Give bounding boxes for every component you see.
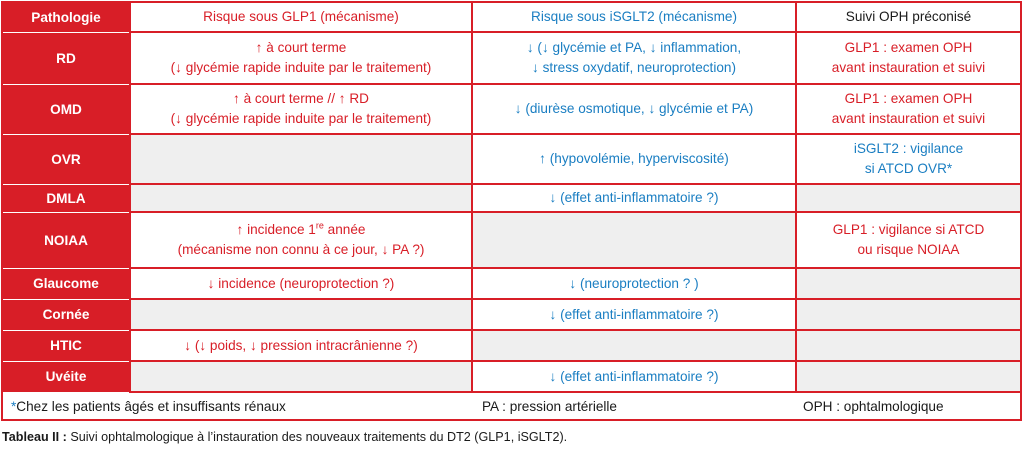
isglt2-cell bbox=[471, 362, 795, 393]
isglt2-cell bbox=[471, 33, 795, 85]
glp1-cell bbox=[129, 331, 471, 362]
header-isglt2: Risque sous iSGLT2 (mécanisme) bbox=[471, 3, 795, 33]
row-label-cornee: Cornée bbox=[3, 300, 129, 331]
cell-line: GLP1 : vigilance si ATCD bbox=[832, 222, 985, 237]
ophthalmology-table bbox=[1, 1, 1022, 421]
table-row bbox=[3, 331, 1020, 362]
footnote bbox=[11, 399, 286, 414]
suivi-cell-empty bbox=[795, 185, 1020, 213]
glp1-cell bbox=[129, 85, 471, 135]
glp1-cell-empty bbox=[129, 135, 471, 185]
glp1-cell bbox=[129, 269, 471, 300]
cell-line bbox=[237, 220, 366, 240]
row-label-htic: HTIC bbox=[3, 331, 129, 362]
cell-line: ↓ (↓ poids, ↓ pression intracrânienne ?) bbox=[184, 337, 418, 353]
glp1-cell-empty bbox=[129, 185, 471, 213]
suivi-cell bbox=[795, 135, 1020, 185]
table-footer bbox=[3, 393, 1020, 419]
cell-line: ↓ incidence (neuroprotection ?) bbox=[207, 275, 395, 291]
table-header-row bbox=[3, 3, 1020, 33]
cell-line: avant instauration et suivi bbox=[831, 60, 986, 75]
isglt2-cell bbox=[471, 185, 795, 213]
suivi-cell bbox=[795, 213, 1020, 269]
row-label-glaucome: Glaucome bbox=[3, 269, 129, 300]
caption-text: Suivi ophtalmologique à l’instauration des nouveaux traitements du DT2 (GLP1, iSGLT2). bbox=[66, 430, 568, 444]
cell-line: ↓ (diurèse osmotique, ↓ glycémie et PA) bbox=[514, 101, 754, 116]
cell-line: (↓ glycémie rapide induite par le traitement) bbox=[170, 111, 432, 126]
cell-line: ↓ (neuroprotection ? ) bbox=[569, 275, 699, 291]
cell-line: (↓ glycémie rapide induite par le traitement) bbox=[170, 60, 432, 75]
isglt2-cell bbox=[471, 135, 795, 185]
cell-line: ↓ stress oxydatif, neuroprotection) bbox=[532, 60, 736, 75]
cell-line: iSGLT2 : vigilance bbox=[853, 141, 964, 156]
oph-abbreviation: OPH : ophtalmologique bbox=[803, 398, 944, 414]
glp1-cell-empty bbox=[129, 362, 471, 393]
glp1-cell-empty bbox=[129, 300, 471, 331]
table-row bbox=[3, 185, 1020, 213]
suivi-cell bbox=[795, 33, 1020, 85]
isglt2-cell bbox=[471, 300, 795, 331]
cell-line: ou risque NOIAA bbox=[857, 242, 960, 257]
cell-line: ↑ à court terme // ↑ RD bbox=[233, 91, 369, 106]
caption-label: Tableau II : bbox=[2, 430, 67, 444]
superscript: re bbox=[315, 220, 324, 231]
row-label-rd: RD bbox=[3, 33, 129, 85]
asterisk: * bbox=[11, 398, 17, 414]
table-row bbox=[3, 300, 1020, 331]
cell-line: GLP1 : examen OPH bbox=[844, 40, 973, 55]
cell-line: ↓ (↓ glycémie et PA, ↓ inflammation, bbox=[526, 40, 742, 55]
isglt2-cell bbox=[471, 269, 795, 300]
table-row bbox=[3, 362, 1020, 393]
table-row bbox=[3, 33, 1020, 85]
suivi-cell bbox=[795, 85, 1020, 135]
table-row bbox=[3, 213, 1020, 269]
glp1-cell bbox=[129, 213, 471, 269]
cell-line: ↓ (effet anti-inflammatoire ?) bbox=[549, 306, 719, 322]
table-row bbox=[3, 135, 1020, 185]
suivi-cell-empty bbox=[795, 362, 1020, 393]
table-row bbox=[3, 269, 1020, 300]
row-label-uveite: Uvéite bbox=[3, 362, 129, 393]
suivi-cell-empty bbox=[795, 269, 1020, 300]
table-row bbox=[3, 85, 1020, 135]
isglt2-cell-empty bbox=[471, 331, 795, 362]
cell-line: GLP1 : examen OPH bbox=[844, 91, 973, 106]
header-glp1: Risque sous GLP1 (mécanisme) bbox=[129, 3, 471, 33]
cell-line: ↑ à court terme bbox=[255, 40, 347, 55]
isglt2-cell-empty bbox=[471, 213, 795, 269]
cell-line: ↑ (hypovolémie, hyperviscosité) bbox=[539, 151, 729, 166]
footnote-text: Chez les patients âgés et insuffisants rénaux bbox=[16, 398, 286, 414]
cell-line: (mécanisme non connu à ce jour, ↓ PA ?) bbox=[177, 242, 425, 257]
header-pathologie: Pathologie bbox=[3, 3, 129, 33]
cell-line: ↓ (effet anti-inflammatoire ?) bbox=[549, 368, 719, 384]
row-label-noiaa: NOIAA bbox=[3, 213, 129, 269]
row-label-ovr: OVR bbox=[3, 135, 129, 185]
header-suivi: Suivi OPH préconisé bbox=[795, 3, 1020, 33]
cell-line: avant instauration et suivi bbox=[831, 111, 986, 126]
cell-line: ↓ (effet anti-inflammatoire ?) bbox=[549, 190, 719, 205]
cell-text: ↑ incidence 1 bbox=[236, 222, 316, 237]
suivi-cell-empty bbox=[795, 331, 1020, 362]
row-label-omd: OMD bbox=[3, 85, 129, 135]
cell-text: année bbox=[323, 222, 366, 237]
pa-abbreviation: PA : pression artérielle bbox=[482, 398, 617, 414]
isglt2-cell bbox=[471, 85, 795, 135]
row-label-dmla: DMLA bbox=[3, 185, 129, 213]
suivi-cell-empty bbox=[795, 300, 1020, 331]
cell-line: si ATCD OVR* bbox=[864, 161, 953, 176]
table-caption bbox=[2, 430, 567, 444]
glp1-cell bbox=[129, 33, 471, 85]
